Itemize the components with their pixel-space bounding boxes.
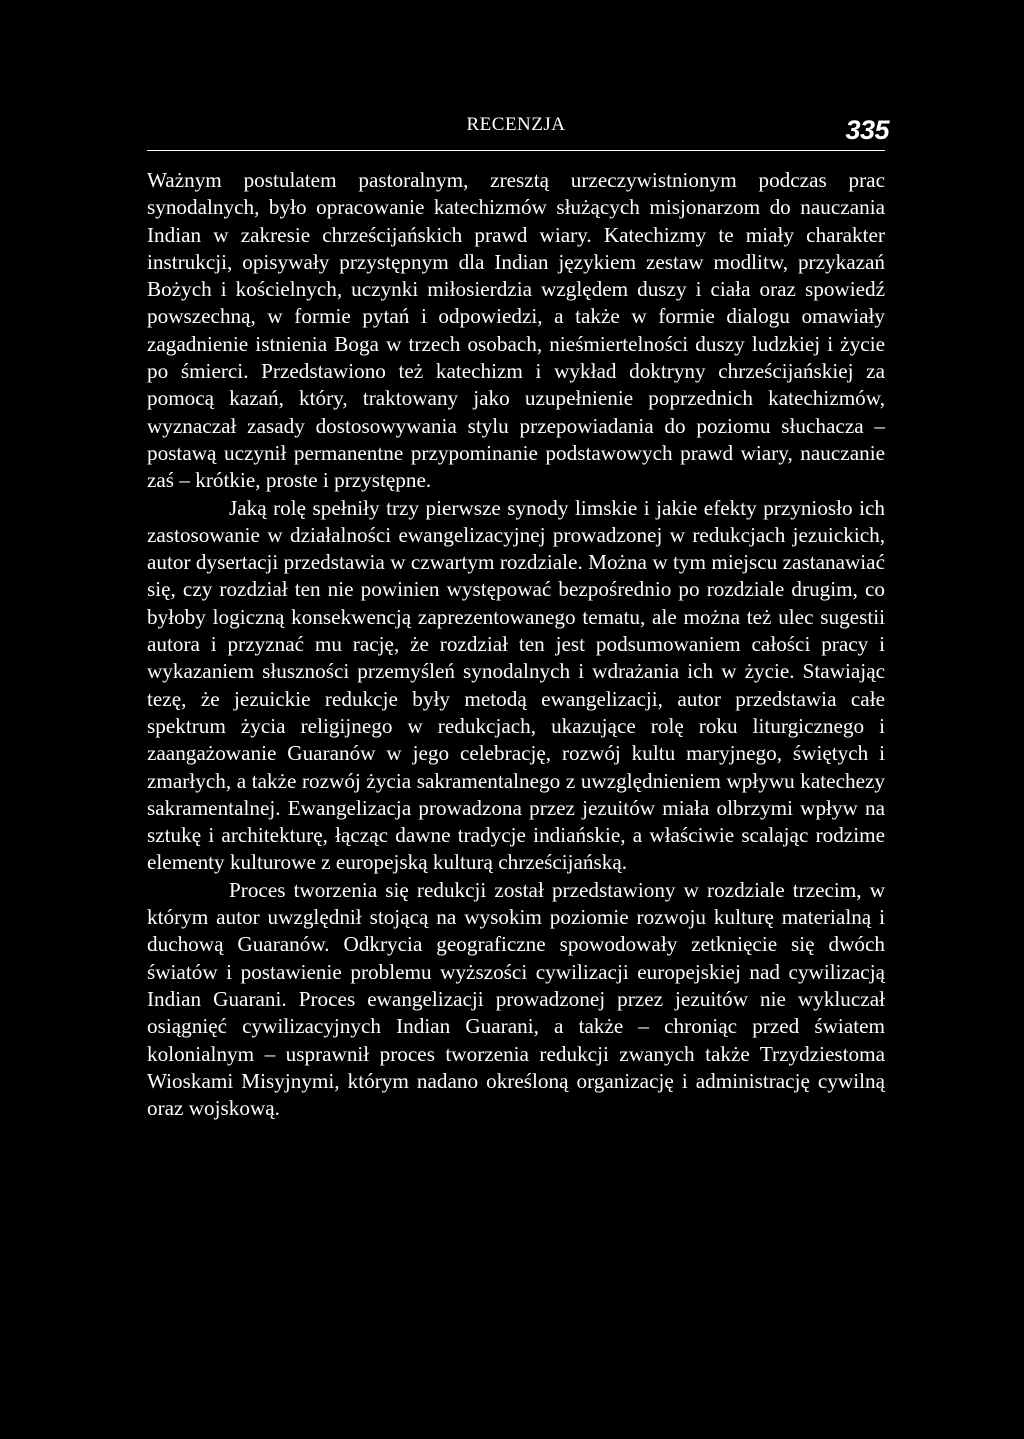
page-number: 335 xyxy=(845,115,889,145)
paragraph-3: Proces tworzenia się redukcji został przedstawiony w rozdziale trzecim, w którym autor uwzględnił stojącą na wysokim poziomie rozwoju kulturę materialną i duchową Guaranów. Odkrycia geograficzne spowodowały zetknięcie się dwóch światów i postawienie problemu wyższości cywilizacji europejskiej nad cywilizacją Indian Guarani. Proces ewangelizacji prowadzonej przez jezuitów nie wykluczał osiągnięć cywilizacyjnych Indian Guarani, a także – chroniąc przed światem kolonialnym – usprawnił proces tworzenia redukcji zwanych także Trzydziestoma Wioskami Misyjnymi, którym nadano określoną organizację i administrację cywilną oraz wojskową. xyxy=(147,877,885,1121)
header-title: RECENZJA xyxy=(466,114,566,135)
paragraph-1: Ważnym postulatem pastoralnym, zresztą urzeczywistnionym podczas prac synodalnych, było opracowanie katechizmów służących misjonarzom do nauczania Indian w zakresie chrześcijańskich prawd wiary. Katechizmy te miały charakter instrukcji, opisywały przystępnym dla Indian językiem zestaw modlitw, przykazań Bożych i kościelnych, uczynki miłosierdzia względem duszy i ciała oraz spowiedź powszechną, w formie pytań i odpowiedzi, a także w formie dialogu omawiały zagadnienie istnienia Boga w trzech osobach, nieśmiertelności duszy ludzkiej i życie po śmierci. Przedstawiono też katechizm i wykład doktryny chrześcijańskiej za pomocą kazań, który, traktowany jako uzupełnienie poprzednich katechizmów, wyznaczał zasady dostosowywania stylu przepowiadania do poziomu słuchacza – postawą uczynił permanentne przypominanie podstawowych prawd wiary, nauczanie zaś – krótkie, proste i przystępne. xyxy=(147,168,885,493)
paragraph-2: Jaką rolę spełniły trzy pierwsze synody limskie i jakie efekty przyniosło ich zastosowanie w działalności ewangelizacyjnej prowadzonej w redukcjach jezuickich, autor dysertacji przedstawia w czwartym rozdziale. Można w tym miejscu zastanawiać się, czy rozdział ten nie powinien występować bezpośrednio po rozdziale drugim, co byłoby logiczną konsekwencją zaprezentowanego tematu, ale można też ulec sugestii autora i przyznać mu rację, że rozdział ten jest podsumowaniem całości pracy i wykazaniem słuszności przemyśleń synodalnych i wdrażania ich w życie. Stawiając tezę, że jezuickie redukcje były metodą ewangelizacji, autor przedstawia całe spektrum życia religijnego w redukcjach, ukazujące rolę roku liturgicznego i zaangażowanie Guaranów w jego celebrację, rozwój kultu maryjnego, świętych i zmarłych, a także rozwój życia sakramentalnego z uwzględnieniem wpływu katechezy sakramentalnej. Ewangelizacja prowadzona przez jezuitów miała olbrzymi wpływ na sztukę i architekturę, łącząc dawne tradycje indiańskie, a właściwie scalając rodzime elementy kulturowe z europejską kulturą chrześcijańską. xyxy=(147,495,885,875)
page xyxy=(147,112,889,1122)
running-header xyxy=(147,112,889,151)
body-text xyxy=(147,167,885,1122)
